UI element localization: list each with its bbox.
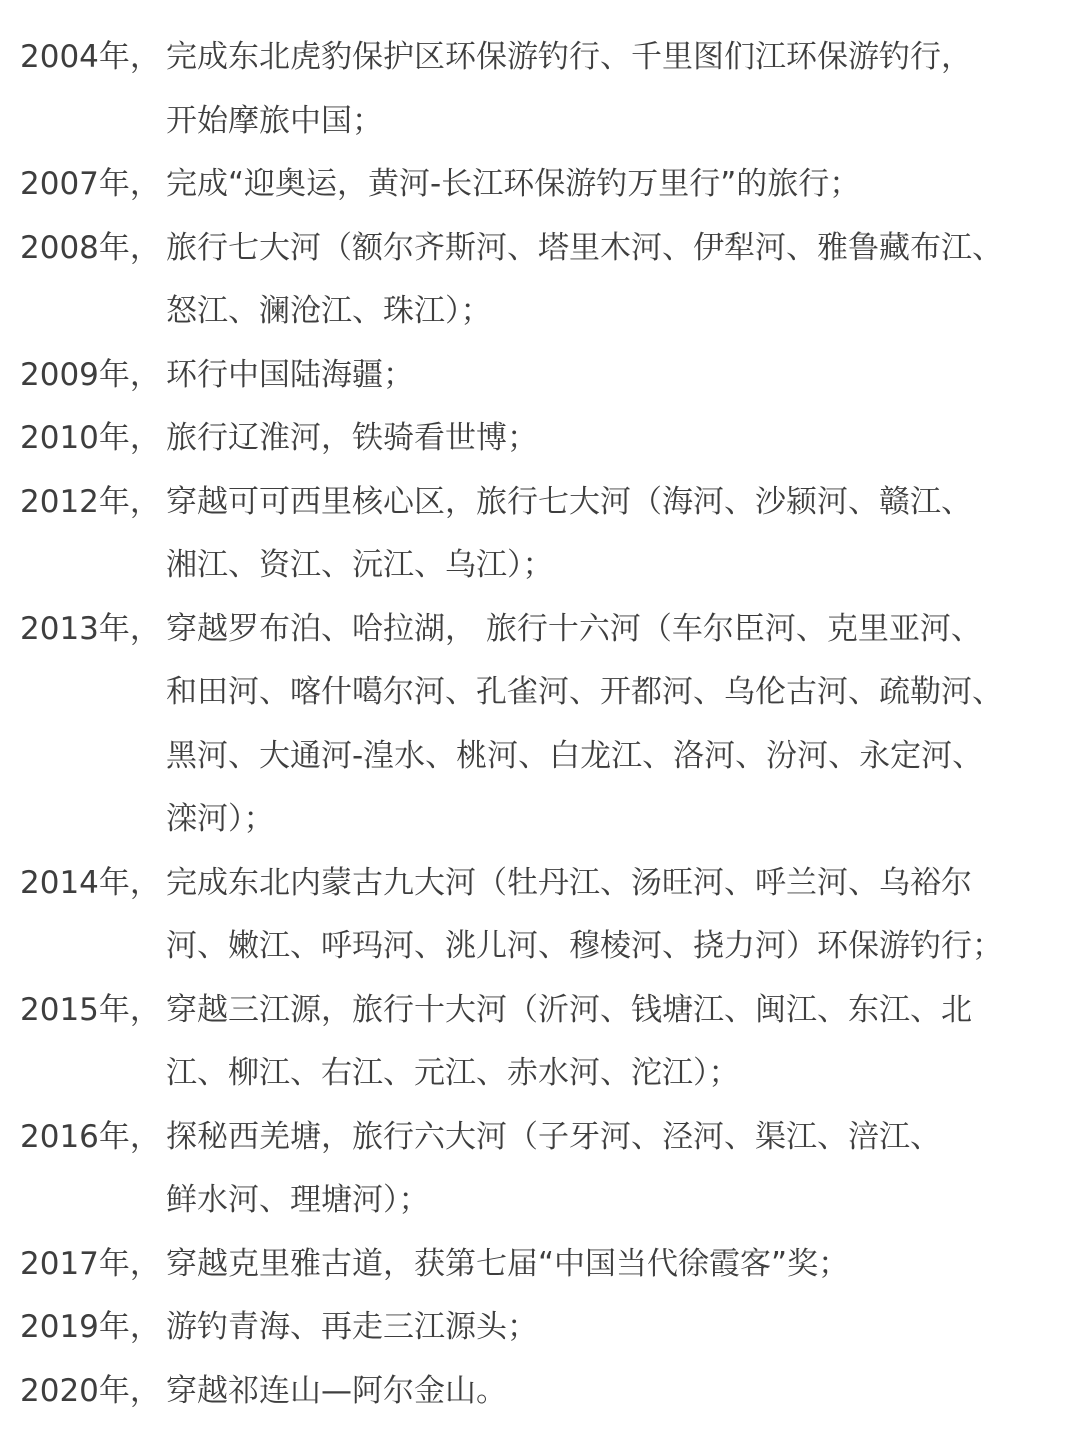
entry-description-line: 穿越三江源，旅行十大河（沂河、钱塘江、闽江、东江、北 — [166, 991, 972, 1028]
entry-description-line: 穿越克里雅古道，获第七届“中国当代徐霞客”奖； — [166, 1245, 850, 1282]
entry-description-line: 鲜水河、理塘河）； — [166, 1182, 430, 1218]
entry-description-line: 穿越祁连山—阿尔金山。 — [166, 1372, 507, 1409]
entry-description-line: 滦河）； — [166, 801, 275, 837]
entry-description-line: 穿越可可西里核心区，旅行七大河（海河、沙颍河、赣江、 — [166, 483, 972, 520]
entry-year: 2015年， — [20, 991, 161, 1028]
entry-description-line: 完成“迎奥运，黄河-长江环保游钓万里行”的旅行； — [166, 166, 861, 202]
timeline-list — [20, 26, 1070, 1423]
timeline-entry — [20, 979, 1070, 1106]
entry-description-line: 江、柳江、右江、元江、赤水河、沱江）； — [166, 1055, 740, 1091]
entry-description — [166, 26, 1070, 153]
entry-year: 2020年， — [20, 1372, 161, 1409]
entry-description-line: 旅行七大河（额尔齐斯河、塔里木河、伊犁河、雅鲁藏布江、 — [166, 229, 1003, 266]
entry-description-line: 黑河、大通河-湟水、桃河、白龙江、洛河、汾河、永定河、 — [166, 737, 984, 774]
entry-description — [166, 1296, 1070, 1360]
timeline-entry — [20, 217, 1070, 344]
timeline-entry — [20, 852, 1070, 979]
entry-year: 2017年， — [20, 1245, 161, 1282]
entry-description-line: 开始摩旅中国； — [166, 102, 383, 139]
entry-description — [166, 1360, 1070, 1424]
timeline-entry — [20, 1296, 1070, 1360]
entry-description-line: 环行中国陆海疆； — [166, 356, 414, 393]
entry-description — [166, 407, 1070, 471]
entry-year: 2007年， — [20, 166, 161, 202]
entry-description — [166, 598, 1070, 852]
timeline-entry — [20, 1233, 1070, 1297]
entry-description-line: 和田河、喀什噶尔河、孔雀河、开都河、乌伦古河、疏勒河、 — [166, 674, 1003, 710]
entry-year: 2008年， — [20, 229, 161, 266]
entry-year: 2013年， — [20, 610, 161, 647]
entry-description — [166, 217, 1070, 344]
entry-description-line: 湘江、资江、沅江、乌江）； — [166, 547, 554, 583]
timeline-entry — [20, 598, 1070, 852]
entry-description — [166, 153, 1070, 217]
entry-year: 2010年， — [20, 420, 161, 456]
entry-year: 2016年， — [20, 1118, 161, 1155]
entry-year: 2009年， — [20, 356, 161, 393]
entry-description — [166, 471, 1070, 598]
entry-description-line: 穿越罗布泊、哈拉湖， 旅行十六河（车尔臣河、克里亚河、 — [166, 610, 982, 647]
timeline-entry — [20, 1106, 1070, 1233]
entry-description-line: 河、嫩江、呼玛河、洮儿河、穆棱河、挠力河）环保游钓行； — [166, 928, 1003, 964]
timeline-entry — [20, 1360, 1070, 1424]
timeline-entry — [20, 153, 1070, 217]
entry-description-line: 完成东北虎豹保护区环保游钓行、千里图们江环保游钓行， — [166, 39, 972, 75]
entry-description — [166, 1106, 1070, 1233]
timeline-entry — [20, 344, 1070, 408]
entry-description-line: 探秘西羌塘，旅行六大河（子牙河、泾河、渠江、涪江、 — [166, 1118, 941, 1155]
timeline-entry — [20, 471, 1070, 598]
entry-year: 2019年， — [20, 1309, 161, 1345]
entry-description — [166, 344, 1070, 408]
entry-description-line: 怒江、澜沧江、珠江）； — [166, 293, 492, 329]
entry-description — [166, 1233, 1070, 1297]
entry-year: 2012年， — [20, 483, 161, 520]
entry-description — [166, 852, 1070, 979]
entry-description — [166, 979, 1070, 1106]
entry-year: 2004年， — [20, 39, 161, 75]
timeline-entry — [20, 407, 1070, 471]
entry-description-line: 完成东北内蒙古九大河（牡丹江、汤旺河、呼兰河、乌裕尔 — [166, 864, 972, 901]
entry-description-line: 旅行辽淮河，铁骑看世博； — [166, 420, 538, 456]
entry-description-line: 游钓青海、再走三江源头； — [166, 1309, 538, 1345]
timeline-entry — [20, 26, 1070, 153]
entry-year: 2014年， — [20, 864, 161, 901]
